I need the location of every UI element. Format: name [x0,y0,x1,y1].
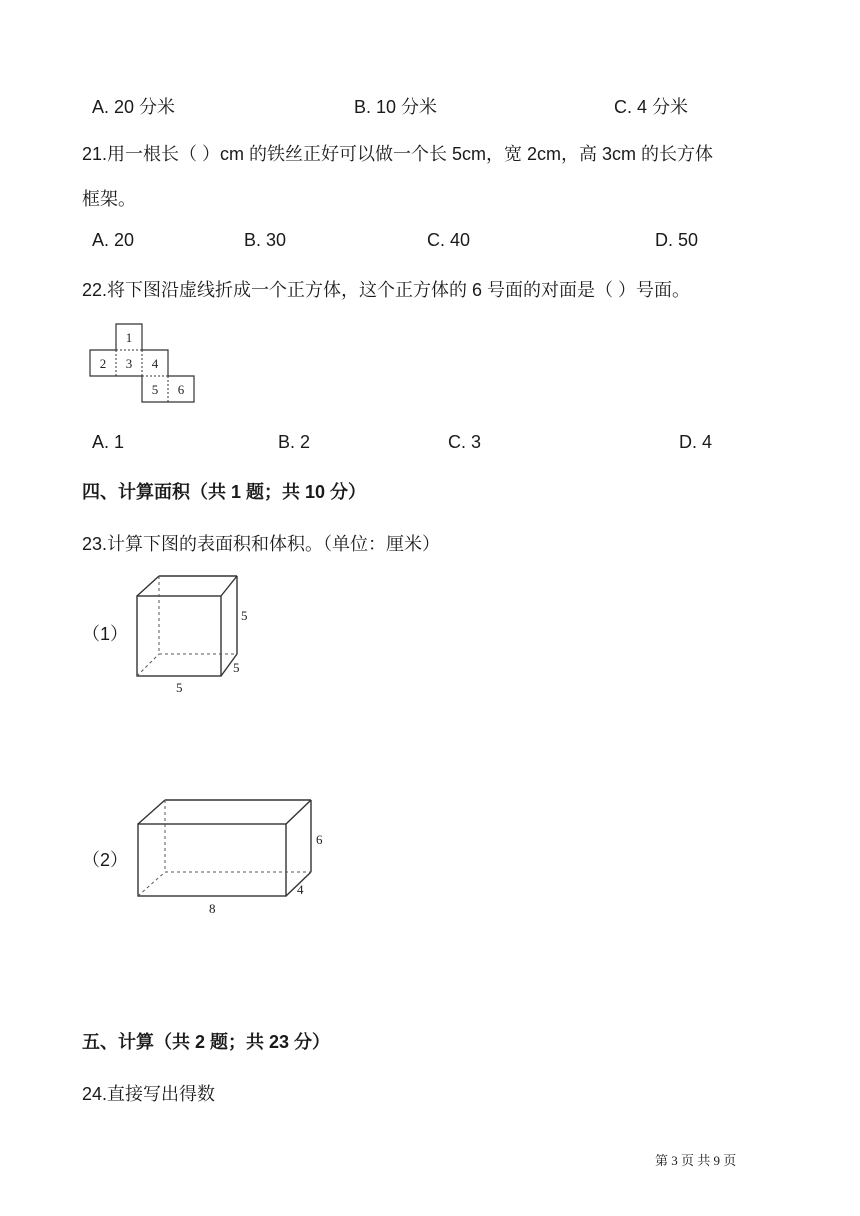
net-face-6: 6 [177,382,185,397]
q22-stem: 22.将下图沿虚线折成一个正方体，这个正方体的 6 号面的对面是（ ）号面。 [82,280,691,300]
section-4-title: 四、计算面积（共 1 题；共 10 分） [82,482,367,502]
q22-option-b: B. 2 [278,432,311,452]
page-number-footer: 第 3 页 共 9 页 [655,1153,737,1168]
cuboid-figure-2 [125,792,335,922]
fig1-height-label: 5 [241,608,248,623]
net-face-5: 5 [151,382,159,397]
net-face-1: 1 [125,330,133,345]
q23-fig2-label: （2） [82,850,129,870]
fig2-height-label: 6 [316,832,323,847]
q22-option-a: A. 1 [92,432,125,452]
q23-fig1-label: （1） [82,624,129,644]
q23-stem: 23.计算下图的表面积和体积。（单位：厘米） [82,534,441,554]
q20-option-a: A. 20 分米 [92,97,176,117]
q21-option-a: A. 20 [92,230,135,250]
fig2-length-label: 8 [209,901,216,916]
fig2-depth-label: 4 [297,882,304,897]
q20-option-b: B. 10 分米 [354,97,438,117]
fig1-length-label: 5 [176,680,183,695]
section-5-title: 五、计算（共 2 题；共 23 分） [82,1032,331,1052]
q21-option-b: B. 30 [244,230,287,250]
net-face-2: 2 [99,356,107,371]
q21-option-d: D. 50 [655,230,699,250]
q22-option-c: C. 3 [448,432,482,452]
q21-stem-line1: 21.用一根长（ ）cm 的铁丝正好可以做一个长 5cm，宽 2cm，高 3cm 的长方体 [82,144,714,164]
net-face-3: 3 [125,356,133,371]
cube-figure-1 [125,568,260,698]
net-face-4: 4 [151,356,159,371]
q24-stem: 24.直接写出得数 [82,1084,216,1104]
q21-stem-line2: 框架。 [82,189,136,209]
q22-option-d: D. 4 [679,432,713,452]
q20-option-c: C. 4 分米 [614,97,689,117]
q21-option-c: C. 40 [427,230,471,250]
fig1-depth-label: 5 [233,660,240,675]
cube-net-figure [88,322,200,406]
